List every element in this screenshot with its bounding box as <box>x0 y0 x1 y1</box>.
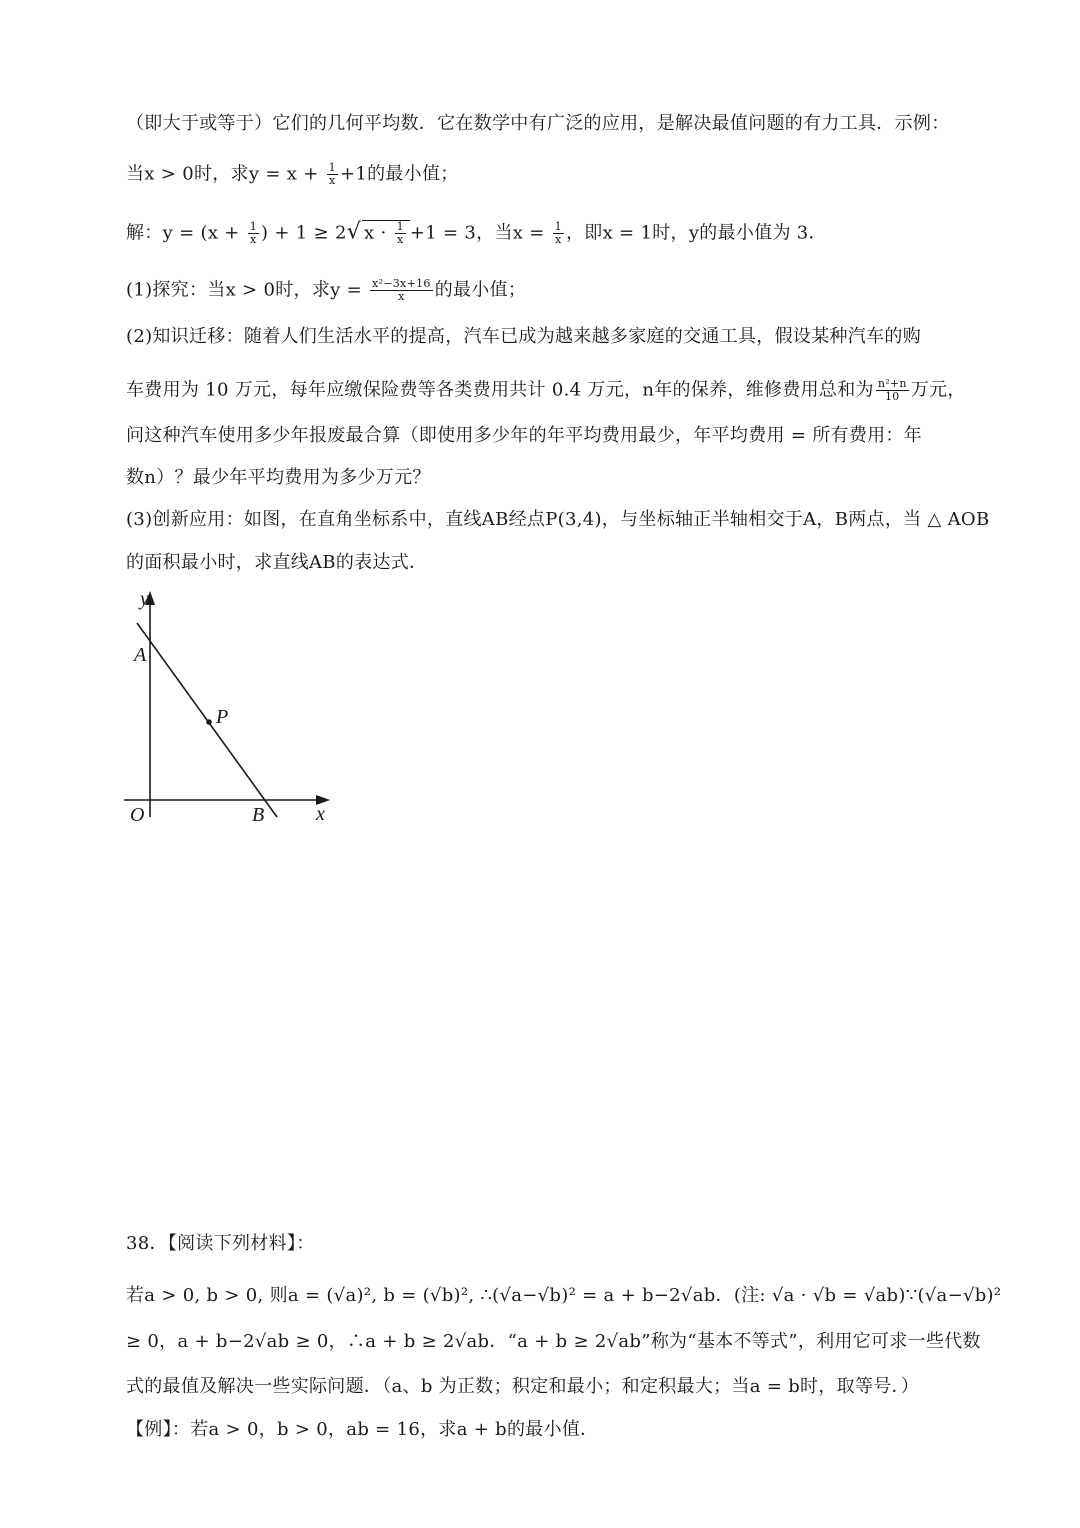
fraction-denominator: 10 <box>885 390 900 403</box>
point-p <box>206 719 212 725</box>
question-38-line-3: 式的最值及解决一些实际问题．（a、b 为正数；积定和最小；和定积最大；当a = b时，取等号．） <box>126 1376 920 1397</box>
fraction-q2 <box>876 378 909 403</box>
question-1 <box>126 278 970 303</box>
radical-sign: √ <box>346 219 362 245</box>
fraction-denominator: x <box>329 174 336 187</box>
label-y: y <box>140 588 149 610</box>
label-p: P <box>216 706 229 728</box>
radicand <box>362 220 410 246</box>
fraction-one-over-x <box>248 221 259 246</box>
fraction-denominator: x <box>398 290 405 303</box>
question-3-line-2: 的面积最小时，求直线AB的表达式． <box>126 552 428 573</box>
fraction-numerator: 1 <box>554 220 562 233</box>
intro-line-3-c: x · <box>364 222 393 244</box>
intro-line-1: （即大于或等于）它们的几何平均数．它在数学中有广泛的应用，是解决最值问题的有力工具．示例： <box>126 113 950 134</box>
fraction-numerator: 1 <box>396 220 404 233</box>
fraction-one-over-x <box>553 221 564 246</box>
intro-line-3-b: ) + 1 ≥ 2 <box>261 222 347 244</box>
label-x: x <box>316 803 325 825</box>
coordinate-figure <box>120 585 350 835</box>
fraction-numerator: 1 <box>328 161 336 174</box>
intro-line-3-d: +1 = 3，当x = <box>409 222 551 244</box>
fraction-numerator: x²−3x+16 <box>372 277 431 290</box>
label-b: B <box>252 804 265 826</box>
question-2-line-3: 问这种汽车使用多少年报废最合算（即使用多少年的年平均费用最少，年平均费用 = 所有费用：年 <box>126 425 923 446</box>
label-o: O <box>130 804 145 826</box>
question-2-line-1: (2)知识迁移：随着人们生活水平的提高，汽车已成为越来越多家庭的交通工具，假设某种汽车的购 <box>126 326 921 347</box>
question-2-line-4: 数n）？最少年平均费用为多少万元？ <box>126 467 431 488</box>
question-38-line-4: 【例】：若a > 0，b > 0，ab = 16，求a + b的最小值． <box>126 1419 599 1440</box>
question-38-line-1: 若a > 0, b > 0, 则a = (√a)², b = (√b)², ∴(√a−√b)² = a + b−2√ab．(注: √a · √b = √ab)∵(√a−√b)² <box>126 1285 1002 1306</box>
intro-line-2-c: +1的最小值； <box>339 163 459 185</box>
fraction-numerator: 1 <box>249 220 258 233</box>
fraction-one-over-x <box>395 221 406 246</box>
intro-line-3 <box>126 220 970 246</box>
question-2-line-2-a: 车费用为 10 万元，每年应缴保险费等各类费用共计 0.4 万元，n年的保养，维修费用总和为 <box>126 379 874 401</box>
question-2-line-2-b: 万元， <box>910 379 966 401</box>
fraction-one-over-x <box>327 162 338 187</box>
intro-line-2-b: x > 0时，求y = x + <box>144 163 325 185</box>
question-3-line-1: (3)创新应用：如图，在直角坐标系中，直线AB经点P(3,4)，与坐标轴正半轴相交于A，B两点，当 △ AOB <box>126 509 990 530</box>
fraction-denominator: x <box>250 233 257 246</box>
question-38-line-2: ≥ 0，a + b−2√ab ≥ 0，∴a + b ≥ 2√ab．“a + b ≥ 2√ab”称为“基本不等式”，利用它可求一些代数 <box>126 1331 981 1352</box>
intro-line-2-a: 当 <box>126 163 145 185</box>
question-1-b: 的最小值； <box>434 279 527 301</box>
fraction-q1 <box>370 278 433 303</box>
fraction-denominator: x <box>555 233 562 246</box>
question-38-title: 38．【阅读下列材料】： <box>126 1233 315 1254</box>
fraction-denominator: x <box>396 233 404 246</box>
intro-line-2 <box>126 162 970 187</box>
question-1-a: (1)探究：当x > 0时，求y = <box>126 279 369 301</box>
label-a: A <box>134 644 147 666</box>
line-ab <box>137 623 277 817</box>
question-2-line-2 <box>126 378 970 403</box>
intro-line-3-e: ，即x = 1时，y的最小值为 3． <box>565 222 827 244</box>
fraction-numerator: n²+n <box>877 377 907 390</box>
intro-line-3-a: 解：y = (x + <box>126 222 246 244</box>
